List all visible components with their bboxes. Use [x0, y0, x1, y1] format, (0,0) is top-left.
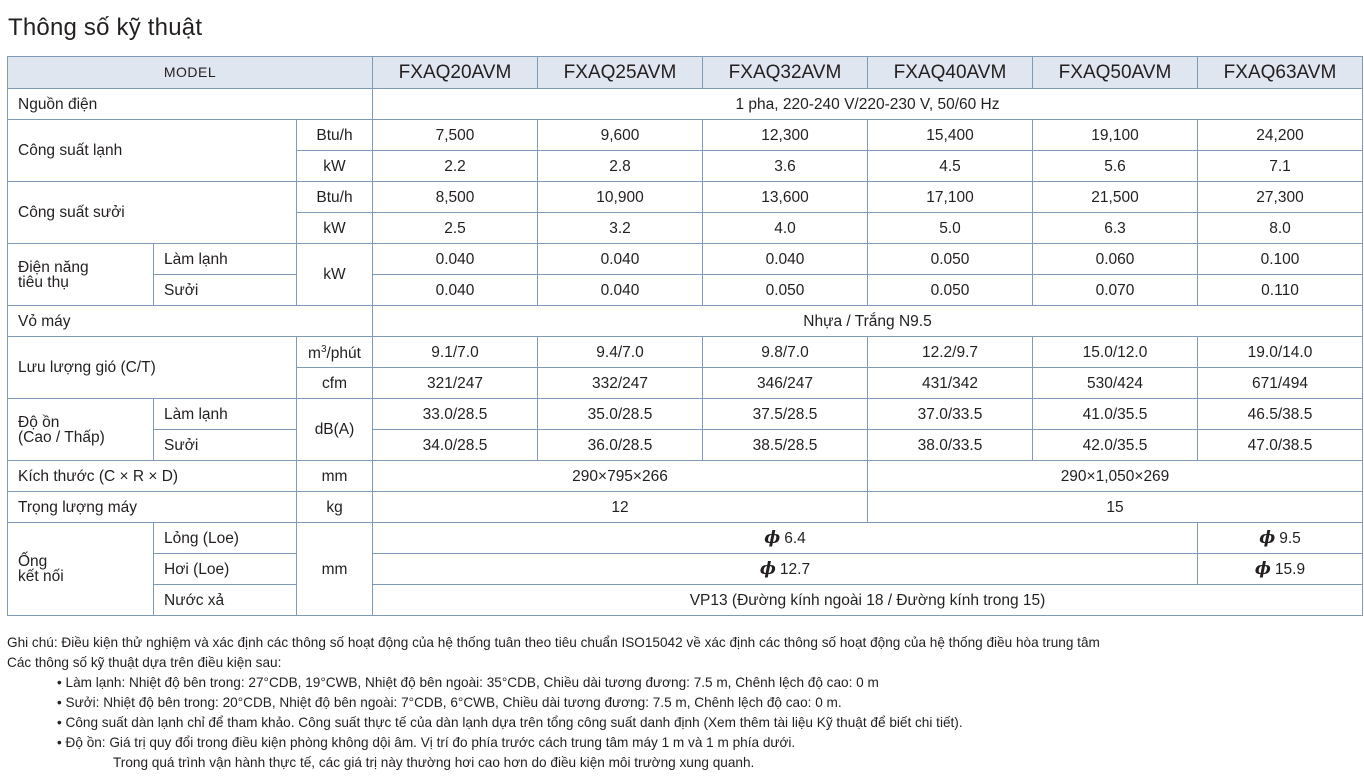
- value-cell: 0.050: [868, 244, 1033, 275]
- value-cell: 35.0/28.5: [538, 399, 703, 430]
- value-cell: 8.0: [1198, 213, 1363, 244]
- unit-cell: Btu/h: [297, 120, 373, 151]
- value-cell: 9.8/7.0: [703, 337, 868, 368]
- row-label: Công suất lạnh: [8, 120, 297, 182]
- value-cell: 2.5: [373, 213, 538, 244]
- value-cell: 3.2: [538, 213, 703, 244]
- value-cell: 15,400: [868, 120, 1033, 151]
- value-cell: 42.0/35.5: [1033, 430, 1198, 461]
- row-label: Vỏ máy: [8, 306, 373, 337]
- unit-cell: cfm: [297, 368, 373, 399]
- value-cell: 9.4/7.0: [538, 337, 703, 368]
- unit-sup: 3: [320, 344, 327, 356]
- value-cell: 41.0/35.5: [1033, 399, 1198, 430]
- notes: [7, 633, 1362, 773]
- value-cell: 12.2/9.7: [868, 337, 1033, 368]
- row-label: [8, 399, 154, 461]
- value-cell: 7.1: [1198, 151, 1363, 182]
- value-cell: 47.0/38.5: [1198, 430, 1363, 461]
- value-cell: 5.6: [1033, 151, 1198, 182]
- sub-label: Làm lạnh: [154, 399, 297, 430]
- row-label: Kích thước (C × R × D): [8, 461, 297, 492]
- value-cell: 27,300: [1198, 182, 1363, 213]
- unit-base: m: [308, 345, 321, 363]
- note-line: Ghi chú: Điều kiện thử nghiệm và xác định các thông số hoạt động của hệ thống tuân theo tiêu chuẩn ISO15042 về xác định các thông số hoạt động của hệ thống điều hòa trung tâm: [7, 635, 1100, 650]
- dimensions-row: [8, 461, 1363, 492]
- value-cell: 8,500: [373, 182, 538, 213]
- pipe-size: 6.4: [784, 529, 806, 547]
- value-cell: 0.040: [538, 244, 703, 275]
- value-cell: 0.050: [868, 275, 1033, 306]
- row-label: Nguồn điện: [8, 89, 373, 120]
- value-cell: 0.040: [538, 275, 703, 306]
- unit-cell: kW: [297, 151, 373, 182]
- value-cell: [373, 554, 1198, 585]
- model-name: FXAQ63AVM: [1198, 57, 1363, 89]
- page-title: Thông số kỹ thuật: [8, 14, 203, 41]
- value-cell: 290×1,050×269: [868, 461, 1363, 492]
- model-name: FXAQ50AVM: [1033, 57, 1198, 89]
- unit-cell: [297, 337, 373, 368]
- value-cell: 5.0: [868, 213, 1033, 244]
- value-cell: 2.8: [538, 151, 703, 182]
- value-cell: 19.0/14.0: [1198, 337, 1363, 368]
- value-cell: 46.5/38.5: [1198, 399, 1363, 430]
- value-cell: 0.100: [1198, 244, 1363, 275]
- sub-label: Lỏng (Loe): [154, 523, 297, 554]
- model-name: FXAQ20AVM: [373, 57, 538, 89]
- value-cell: 346/247: [703, 368, 868, 399]
- value-cell: 4.0: [703, 213, 868, 244]
- airflow-m3-row: [8, 337, 1363, 368]
- value-cell: 33.0/28.5: [373, 399, 538, 430]
- value-cell: 431/342: [868, 368, 1033, 399]
- value-cell: [1198, 523, 1363, 554]
- row-label-line: Điện năng: [18, 258, 89, 276]
- sub-label: Làm lạnh: [154, 244, 297, 275]
- value-cell: 13,600: [703, 182, 868, 213]
- value-cell: 0.040: [373, 275, 538, 306]
- model-name: FXAQ40AVM: [868, 57, 1033, 89]
- casing-value: Nhựa / Trắng N9.5: [373, 306, 1363, 337]
- value-cell: [1198, 554, 1363, 585]
- note-bullet: • Công suất dàn lạnh chỉ để tham khảo. Công suất thực tế của dàn lạnh dựa trên tổng công suất danh định (Xem thêm tài liệu Kỹ thuật để biết chi tiết).: [57, 715, 963, 730]
- noise-cool-row: [8, 399, 1363, 430]
- value-cell: 10,900: [538, 182, 703, 213]
- row-label: Lưu lượng gió (C/T): [8, 337, 297, 399]
- value-cell: 671/494: [1198, 368, 1363, 399]
- row-label-line: Ống: [18, 553, 48, 570]
- note-bullet: • Làm lạnh: Nhiệt độ bên trong: 27°CDB, 19°CWB, Nhiệt độ bên ngoài: 35°CDB, Chiều dài tương đương: 7.5 m, Chênh lệch độ cao: 0 m: [57, 675, 879, 690]
- value-cell: 34.0/28.5: [373, 430, 538, 461]
- value-cell: 37.0/33.5: [868, 399, 1033, 430]
- diameter-icon: ϕ: [1259, 527, 1276, 548]
- note-line: Trong quá trình vận hành thực tế, các giá trị này thường hơi cao hơn do điều kiện môi trường xung quanh.: [113, 755, 755, 770]
- piping-liquid-row: [8, 523, 1363, 554]
- piping-gas-row: [8, 554, 1363, 585]
- value-cell: 24,200: [1198, 120, 1363, 151]
- value-cell: 0.040: [373, 244, 538, 275]
- weight-row: [8, 492, 1363, 523]
- power-source-value: 1 pha, 220-240 V/220-230 V, 50/60 Hz: [373, 89, 1363, 120]
- diameter-icon: ϕ: [764, 527, 781, 548]
- unit-cell: mm: [297, 461, 373, 492]
- value-cell: 36.0/28.5: [538, 430, 703, 461]
- diameter-icon: ϕ: [759, 558, 776, 579]
- sub-label: Sưởi: [154, 430, 297, 461]
- pipe-size: 12.7: [779, 560, 811, 578]
- model-header: MODEL: [8, 57, 373, 89]
- casing-row: [8, 306, 1363, 337]
- pipe-size: 15.9: [1274, 560, 1306, 578]
- value-cell: 0.110: [1198, 275, 1363, 306]
- consumption-cool-row: [8, 244, 1363, 275]
- row-label: Trọng lượng máy: [8, 492, 297, 523]
- value-cell: 3.6: [703, 151, 868, 182]
- model-name: FXAQ25AVM: [538, 57, 703, 89]
- model-name: FXAQ32AVM: [703, 57, 868, 89]
- value-cell: 0.050: [703, 275, 868, 306]
- value-cell: 38.5/28.5: [703, 430, 868, 461]
- note-line: Các thông số kỹ thuật dựa trên điều kiện sau:: [7, 655, 282, 670]
- value-cell: 0.070: [1033, 275, 1198, 306]
- row-label: [8, 523, 154, 616]
- value-cell: 15.0/12.0: [1033, 337, 1198, 368]
- piping-drain-row: [8, 585, 1363, 616]
- value-cell: 290×795×266: [373, 461, 868, 492]
- value-cell: 21,500: [1033, 182, 1198, 213]
- unit-cell: dB(A): [297, 399, 373, 461]
- value-cell: 6.3: [1033, 213, 1198, 244]
- cooling-btu-row: [8, 120, 1363, 151]
- value-cell: 0.060: [1033, 244, 1198, 275]
- spec-table: [7, 56, 1363, 616]
- consumption-heat-row: [8, 275, 1363, 306]
- header-row: [8, 57, 1363, 89]
- row-label-line: Độ ồn: [18, 413, 60, 431]
- unit-cell: Btu/h: [297, 182, 373, 213]
- row-label: [8, 244, 154, 306]
- value-cell: 321/247: [373, 368, 538, 399]
- value-cell: 17,100: [868, 182, 1033, 213]
- value-cell: 19,100: [1033, 120, 1198, 151]
- row-label-line: tiêu thụ: [18, 273, 69, 291]
- value-cell: 4.5: [868, 151, 1033, 182]
- unit-cell: kW: [297, 213, 373, 244]
- sub-label: Nước xả: [154, 585, 297, 616]
- value-cell: 9.1/7.0: [373, 337, 538, 368]
- unit-cell: kW: [297, 244, 373, 306]
- value-cell: VP13 (Đường kính ngoài 18 / Đường kính trong 15): [373, 585, 1363, 616]
- heating-btu-row: [8, 182, 1363, 213]
- value-cell: 9,600: [538, 120, 703, 151]
- value-cell: 7,500: [373, 120, 538, 151]
- note-bullet: • Độ ồn: Giá trị quy đổi trong điều kiện phòng không dội âm. Vị trí đo phía trước cách trung tâm máy 1 m và 1 m phía dưới.: [57, 735, 796, 750]
- unit-cell: kg: [297, 492, 373, 523]
- value-cell: 15: [868, 492, 1363, 523]
- unit-cell: mm: [297, 523, 373, 616]
- noise-heat-row: [8, 430, 1363, 461]
- sub-label: Hơi (Loe): [154, 554, 297, 585]
- unit-rest: /phút: [326, 345, 361, 363]
- row-label: Công suất sưởi: [8, 182, 297, 244]
- sub-label: Sưởi: [154, 275, 297, 306]
- row-label-line: (Cao / Thấp): [18, 428, 105, 446]
- pipe-size: 9.5: [1279, 529, 1301, 547]
- value-cell: 37.5/28.5: [703, 399, 868, 430]
- value-cell: 530/424: [1033, 368, 1198, 399]
- value-cell: 12,300: [703, 120, 868, 151]
- note-bullet: • Sưởi: Nhiệt độ bên trong: 20°CDB, Nhiệt độ bên ngoài: 7°CDB, 6°CWB, Chiều dài tương đương: 7.5 m, Chênh lệch độ cao: 0 m.: [57, 695, 842, 710]
- value-cell: 2.2: [373, 151, 538, 182]
- diameter-icon: ϕ: [1254, 558, 1271, 579]
- power-source-row: [8, 89, 1363, 120]
- value-cell: 332/247: [538, 368, 703, 399]
- value-cell: 38.0/33.5: [868, 430, 1033, 461]
- value-cell: 12: [373, 492, 868, 523]
- value-cell: [373, 523, 1198, 554]
- value-cell: 0.040: [703, 244, 868, 275]
- row-label-line: kết nối: [18, 568, 64, 585]
